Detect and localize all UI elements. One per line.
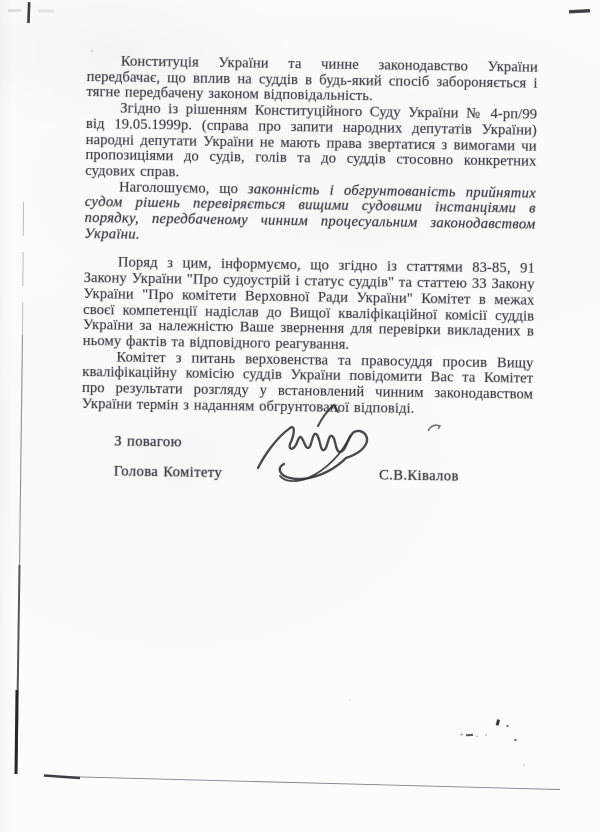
signatory-name: С.В.Ківалов [378, 467, 459, 485]
paragraph-emphasis-italic: законність і обгрунтованість прийнятих судом рішень перевіряється вищими судовими інстанціями в порядку, передбаченому чинним процесуальним законодавством України. [84, 181, 537, 243]
paragraph-committee-request: Комітет з питань верховенства та правосуддя просив Вищу кваліфікаційну комісію суддів України повідомити Вас та Комітет про результати розгляду у встановлений чинним законодавством України термін з наданням обгрунтованої відповіді. [81, 349, 534, 417]
paragraph-emphasis [84, 180, 536, 249]
bottom-edge-line [44, 776, 560, 790]
left-edge-crease-bottom [17, 565, 20, 772]
signatory-title: Голова Комітету [113, 463, 223, 482]
paragraph-court-decision: Згідно із рішенням Конституційного Суду України № 4-рп/99 від 19.05.1999р. (справа про запити народних депутатів України) народні депутати України не мають права звертатися з вимогами чи пропозиціями до судів, голів та до суддів стосовно конкретних судових справ. [85, 100, 538, 181]
left-edge-dark-bar [16, 690, 17, 774]
top-right-dash [569, 9, 590, 13]
left-edge-crease-top [23, 202, 24, 335]
top-left-smudge [8, 9, 21, 12]
left-edge-crease-mid [20, 335, 23, 565]
top-left-smudge-2 [38, 10, 54, 13]
paragraph-committee-referral: Поряд з цим, інформуємо, що згідно із статтями 83-85, 91 Закону України "Про судоустрій і статус суддів" та статтею 33 Закону України "Про комітети Верховної Ради України" Комітет в межах своєї компетенції надіслав до Вищої кваліфікаційної комісії суддів України за належністю Ваше звернення для перевірки викладених в ньому фактів та відповідного реагування. [82, 254, 535, 353]
closing-salutation: З повагою [114, 433, 183, 451]
bottom-edge-corner [44, 776, 80, 779]
signature-scribble [250, 396, 380, 491]
top-left-tick [27, 2, 30, 23]
paragraph-constitution: Конституція України та чинне законодавство України передбачає, що вплив на суддів в будь-який спосіб забороняється і тягне передбачену законом відповідальність. [86, 53, 538, 105]
paragraph-emphasis-lead: Наголошуємо, що [118, 179, 248, 198]
